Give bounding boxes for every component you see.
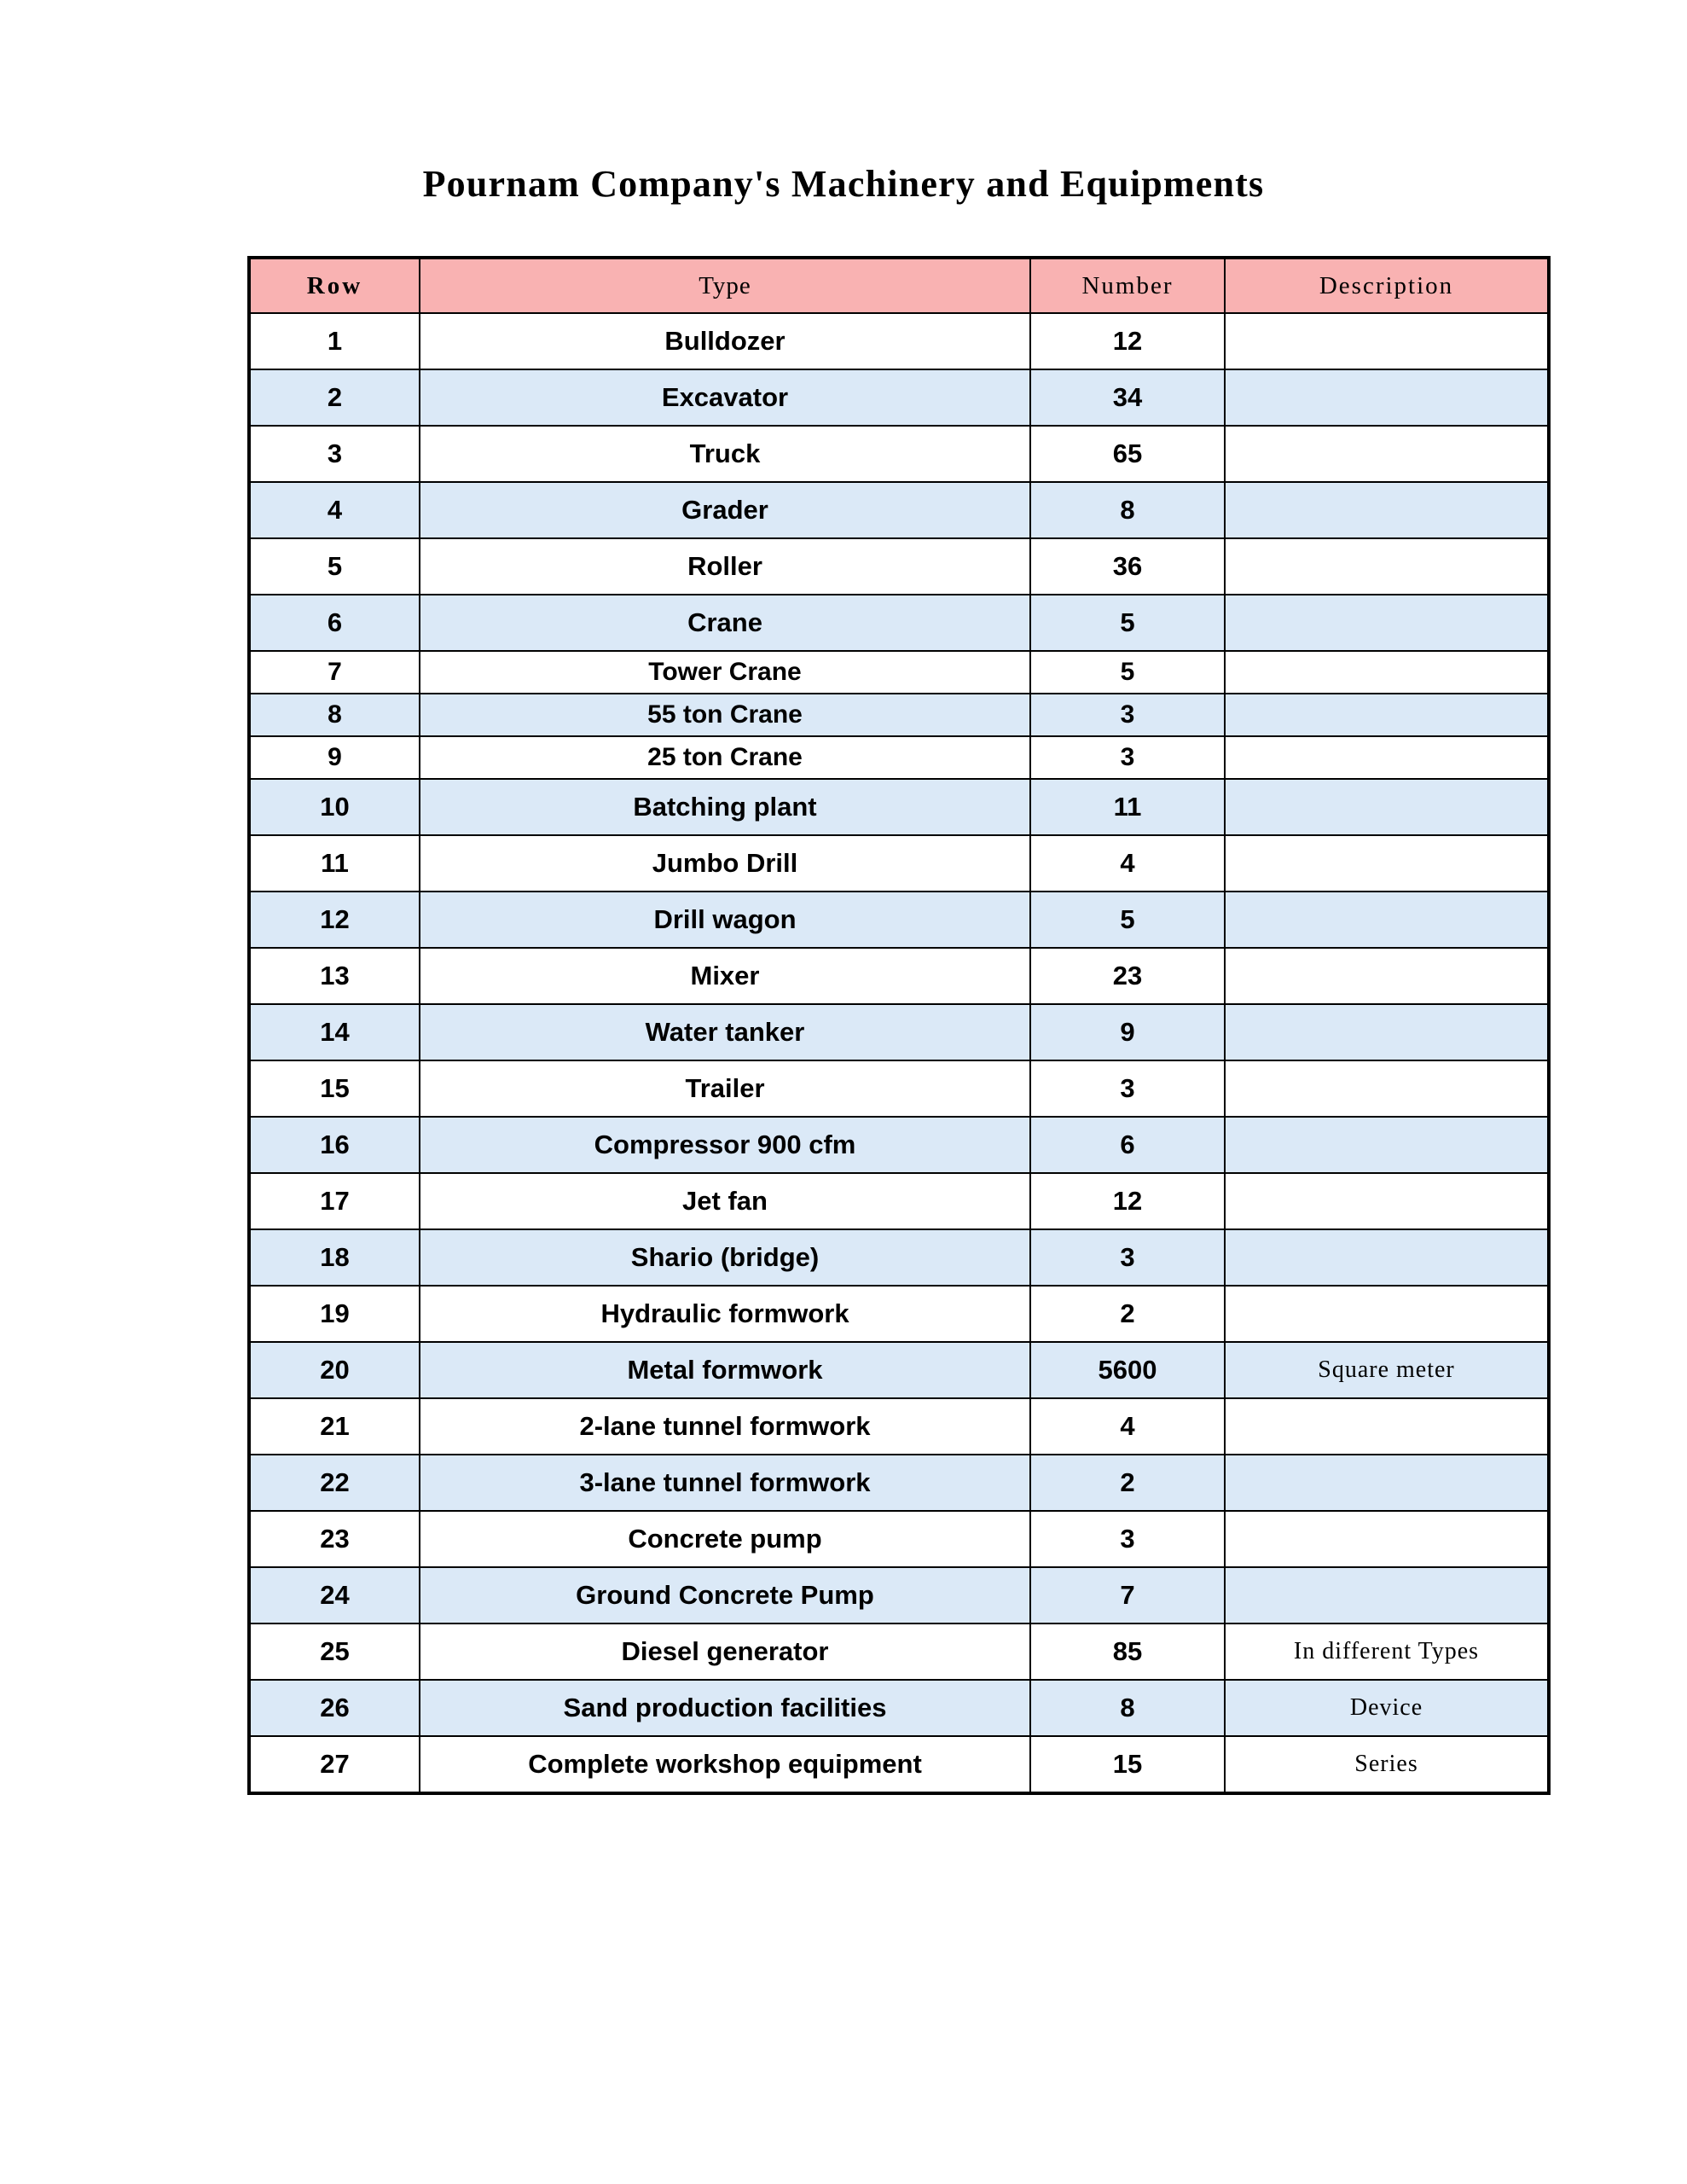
- cell-type: Trailer: [420, 1060, 1030, 1117]
- cell-type: 25 ton Crane: [420, 736, 1030, 779]
- cell-description: [1225, 1511, 1549, 1567]
- cell-number: 3: [1030, 1060, 1225, 1117]
- cell-description: [1225, 313, 1549, 369]
- cell-description: [1225, 426, 1549, 482]
- cell-row-number: 6: [249, 595, 420, 651]
- cell-type: Water tanker: [420, 1004, 1030, 1060]
- cell-description: [1225, 1004, 1549, 1060]
- cell-type: 3-lane tunnel formwork: [420, 1455, 1030, 1511]
- column-header-description: Description: [1225, 258, 1549, 313]
- cell-number: 7: [1030, 1567, 1225, 1623]
- cell-number: 2: [1030, 1455, 1225, 1511]
- cell-row-number: 7: [249, 651, 420, 694]
- table-body: [249, 313, 1549, 1793]
- machinery-table-container: [247, 256, 1551, 1795]
- table-row: [249, 736, 1549, 779]
- cell-description: Series: [1225, 1736, 1549, 1793]
- cell-number: 15: [1030, 1736, 1225, 1793]
- cell-row-number: 3: [249, 426, 420, 482]
- cell-row-number: 23: [249, 1511, 420, 1567]
- cell-number: 23: [1030, 948, 1225, 1004]
- cell-type: Compressor 900 cfm: [420, 1117, 1030, 1173]
- table-row: [249, 482, 1549, 538]
- cell-number: 34: [1030, 369, 1225, 426]
- cell-number: 6: [1030, 1117, 1225, 1173]
- cell-number: 3: [1030, 736, 1225, 779]
- cell-row-number: 1: [249, 313, 420, 369]
- cell-description: [1225, 1455, 1549, 1511]
- cell-row-number: 18: [249, 1229, 420, 1286]
- cell-description: [1225, 1398, 1549, 1455]
- cell-type: Grader: [420, 482, 1030, 538]
- cell-description: [1225, 595, 1549, 651]
- cell-number: 8: [1030, 1680, 1225, 1736]
- cell-description: [1225, 369, 1549, 426]
- table-row: [249, 779, 1549, 835]
- cell-number: 3: [1030, 1229, 1225, 1286]
- table-row: [249, 1398, 1549, 1455]
- cell-row-number: 21: [249, 1398, 420, 1455]
- cell-row-number: 11: [249, 835, 420, 892]
- table-row: [249, 313, 1549, 369]
- cell-type: Jumbo Drill: [420, 835, 1030, 892]
- table-row: [249, 595, 1549, 651]
- cell-row-number: 15: [249, 1060, 420, 1117]
- cell-description: [1225, 538, 1549, 595]
- cell-row-number: 25: [249, 1623, 420, 1680]
- cell-type: Concrete pump: [420, 1511, 1030, 1567]
- cell-row-number: 10: [249, 779, 420, 835]
- cell-row-number: 13: [249, 948, 420, 1004]
- cell-type: Truck: [420, 426, 1030, 482]
- cell-number: 4: [1030, 1398, 1225, 1455]
- cell-type: Tower Crane: [420, 651, 1030, 694]
- cell-row-number: 14: [249, 1004, 420, 1060]
- table-row: [249, 1567, 1549, 1623]
- machinery-table: [247, 256, 1551, 1795]
- cell-number: 2: [1030, 1286, 1225, 1342]
- page-title: Pournam Company's Machinery and Equipments: [422, 163, 1265, 205]
- table-row: [249, 369, 1549, 426]
- table-row: [249, 1117, 1549, 1173]
- table-header-row: [249, 258, 1549, 313]
- cell-number: 5: [1030, 595, 1225, 651]
- cell-row-number: 19: [249, 1286, 420, 1342]
- cell-row-number: 4: [249, 482, 420, 538]
- table-row: [249, 651, 1549, 694]
- cell-number: 11: [1030, 779, 1225, 835]
- cell-type: Jet fan: [420, 1173, 1030, 1229]
- cell-type: Drill wagon: [420, 892, 1030, 948]
- table-row: [249, 426, 1549, 482]
- cell-type: 2-lane tunnel formwork: [420, 1398, 1030, 1455]
- cell-row-number: 26: [249, 1680, 420, 1736]
- cell-type: Mixer: [420, 948, 1030, 1004]
- cell-number: 3: [1030, 694, 1225, 736]
- cell-type: Roller: [420, 538, 1030, 595]
- cell-description: In different Types: [1225, 1623, 1549, 1680]
- cell-description: [1225, 694, 1549, 736]
- cell-type: Metal formwork: [420, 1342, 1030, 1398]
- cell-row-number: 17: [249, 1173, 420, 1229]
- cell-row-number: 5: [249, 538, 420, 595]
- cell-description: [1225, 1567, 1549, 1623]
- cell-description: [1225, 736, 1549, 779]
- cell-row-number: 20: [249, 1342, 420, 1398]
- table-row: [249, 1229, 1549, 1286]
- column-header-number: Number: [1030, 258, 1225, 313]
- cell-description: [1225, 1117, 1549, 1173]
- cell-number: 36: [1030, 538, 1225, 595]
- cell-type: 55 ton Crane: [420, 694, 1030, 736]
- cell-number: 5: [1030, 651, 1225, 694]
- table-row: [249, 1173, 1549, 1229]
- cell-row-number: 12: [249, 892, 420, 948]
- cell-row-number: 24: [249, 1567, 420, 1623]
- table-row: [249, 694, 1549, 736]
- cell-number: 4: [1030, 835, 1225, 892]
- cell-description: Square meter: [1225, 1342, 1549, 1398]
- column-header-type: Type: [420, 258, 1030, 313]
- cell-type: Batching plant: [420, 779, 1030, 835]
- cell-number: 5600: [1030, 1342, 1225, 1398]
- cell-type: Shario (bridge): [420, 1229, 1030, 1286]
- cell-description: [1225, 835, 1549, 892]
- cell-number: 12: [1030, 313, 1225, 369]
- table-row: [249, 1286, 1549, 1342]
- cell-number: 85: [1030, 1623, 1225, 1680]
- cell-description: [1225, 779, 1549, 835]
- table-row: [249, 835, 1549, 892]
- cell-type: Excavator: [420, 369, 1030, 426]
- cell-description: [1225, 651, 1549, 694]
- cell-type: Complete workshop equipment: [420, 1736, 1030, 1793]
- table-row: [249, 1060, 1549, 1117]
- cell-number: 9: [1030, 1004, 1225, 1060]
- cell-type: Ground Concrete Pump: [420, 1567, 1030, 1623]
- table-row: [249, 948, 1549, 1004]
- cell-description: [1225, 1060, 1549, 1117]
- table-row: [249, 892, 1549, 948]
- table-row: [249, 1004, 1549, 1060]
- cell-description: [1225, 948, 1549, 1004]
- cell-type: Crane: [420, 595, 1030, 651]
- cell-type: Diesel generator: [420, 1623, 1030, 1680]
- table-header: [249, 258, 1549, 313]
- cell-type: Hydraulic formwork: [420, 1286, 1030, 1342]
- cell-number: 12: [1030, 1173, 1225, 1229]
- table-row: [249, 1680, 1549, 1736]
- cell-description: [1225, 1229, 1549, 1286]
- cell-number: 65: [1030, 426, 1225, 482]
- cell-description: [1225, 1286, 1549, 1342]
- column-header-row: Row: [249, 258, 420, 313]
- cell-number: 5: [1030, 892, 1225, 948]
- table-row: [249, 538, 1549, 595]
- table-row: [249, 1455, 1549, 1511]
- cell-description: Device: [1225, 1680, 1549, 1736]
- cell-row-number: 22: [249, 1455, 420, 1511]
- cell-type: Bulldozer: [420, 313, 1030, 369]
- cell-row-number: 8: [249, 694, 420, 736]
- cell-description: [1225, 1173, 1549, 1229]
- cell-row-number: 16: [249, 1117, 420, 1173]
- cell-row-number: 27: [249, 1736, 420, 1793]
- table-row: [249, 1736, 1549, 1793]
- cell-description: [1225, 892, 1549, 948]
- table-row: [249, 1342, 1549, 1398]
- cell-number: 3: [1030, 1511, 1225, 1567]
- cell-row-number: 2: [249, 369, 420, 426]
- table-row: [249, 1511, 1549, 1567]
- cell-number: 8: [1030, 482, 1225, 538]
- cell-row-number: 9: [249, 736, 420, 779]
- cell-type: Sand production facilities: [420, 1680, 1030, 1736]
- cell-description: [1225, 482, 1549, 538]
- table-row: [249, 1623, 1549, 1680]
